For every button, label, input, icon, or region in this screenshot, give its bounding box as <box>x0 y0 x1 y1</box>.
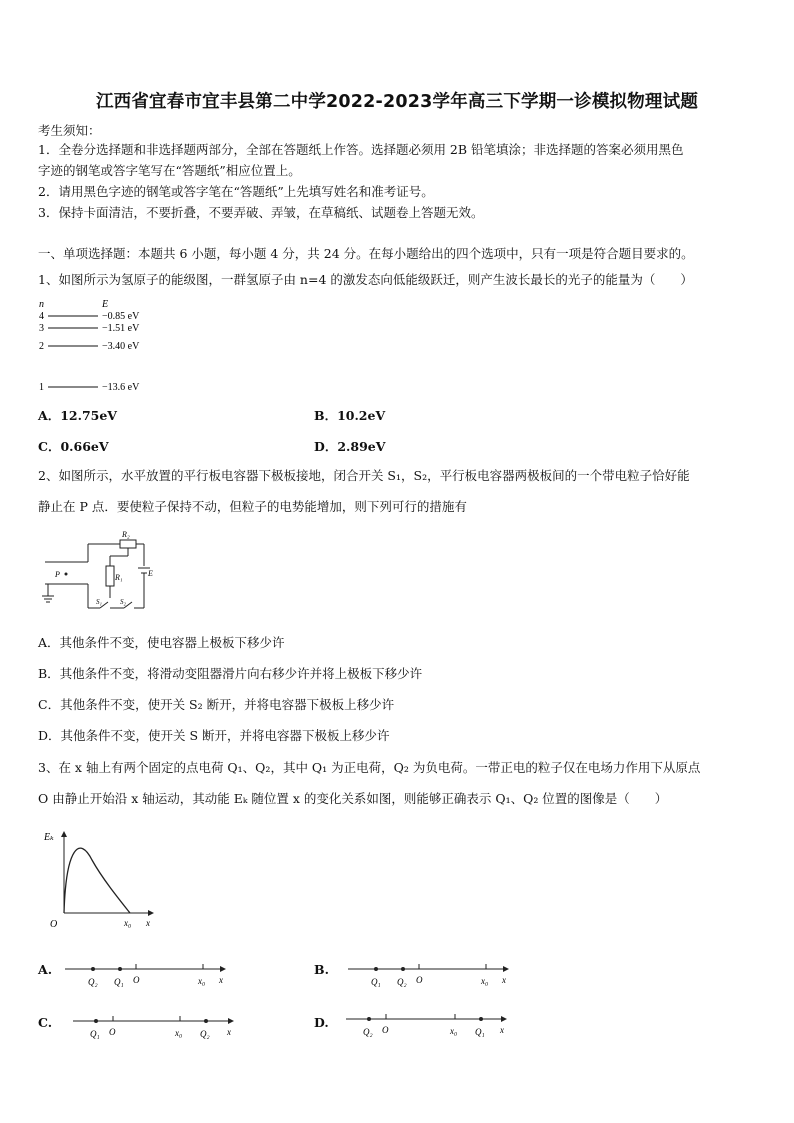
notice-item: 字迹的钢笔或答字笔写在“答题纸”相应位置上。 <box>38 163 301 178</box>
q2-option-d: D．其他条件不变，使开关 S 断开，并将电容器下极板上移少许 <box>38 728 390 743</box>
q3-option-a-axis <box>62 958 237 990</box>
graph-xlabel: x <box>146 918 150 928</box>
label-r1: R₁ <box>115 573 123 582</box>
notice-item: 2．请用黑色字迹的钢笔或答字笔在“答题纸”上先填写姓名和准考证号。 <box>38 184 434 199</box>
point-label: Q₂ <box>397 977 407 987</box>
q2-option-c: C．其他条件不变，使开关 S₂ 断开，并将电容器下极板上移少许 <box>38 697 395 712</box>
charge-dot <box>91 967 95 971</box>
point-label: Q₂ <box>88 977 98 987</box>
charge-dot <box>94 1019 98 1023</box>
charge-dot <box>401 967 405 971</box>
question-3-stem: 3、在 x 轴上有两个固定的点电荷 Q₁、Q₂，其中 Q₁ 为正电荷，Q₂ 为负电荷。一带正电的粒子仅在电场力作用下从原点 <box>38 760 701 775</box>
point-label: x₀ <box>198 976 206 986</box>
question-1-stem: 1、如图所示为氢原子的能级图，一群氢原子由 n=4 的激发态向低能级跃迁，则产生波长最长的光子的能量为（ ） <box>38 272 693 287</box>
section-heading: 一、单项选择题：本题共 6 小题，每小题 4 分，共 24 分。在每小题给出的四个选项中，只有一项是符合题目要求的。 <box>38 246 694 261</box>
q3-option-a-label: A. <box>38 962 53 977</box>
particle-p <box>65 573 68 576</box>
axis-x-label: x <box>500 1025 504 1035</box>
notice-item: 3．保持卡面清洁，不要折叠，不要弄破、弄皱，在草稿纸、试题卷上答题无效。 <box>38 205 484 220</box>
axis-x-label: x <box>502 975 506 985</box>
point-label: O <box>109 1027 116 1037</box>
q1-option-d: D．2.89eV <box>314 439 386 454</box>
point-label: Q₁ <box>114 977 124 987</box>
axis-x-label: x <box>219 975 223 985</box>
level-energy: −3.40 eV <box>102 341 140 352</box>
q3-option-b-axis <box>345 958 520 990</box>
point-label: x₀ <box>481 976 489 986</box>
q1-option-a: A．12.75eV <box>38 408 117 423</box>
level-energy: −1.51 eV <box>102 323 140 334</box>
point-label: O <box>416 975 423 985</box>
point-label: Q₂ <box>200 1029 210 1039</box>
energy-level-diagram <box>36 296 166 396</box>
q3-option-c-axis <box>70 1010 245 1042</box>
graph-origin: O <box>50 919 58 930</box>
charge-dot <box>204 1019 208 1023</box>
point-label: O <box>133 975 140 985</box>
notice-heading: 考生须知： <box>38 123 101 138</box>
label-r2: R₂ <box>122 530 130 539</box>
level-n: 2 <box>39 341 44 352</box>
level-energy: −13.6 eV <box>102 382 140 393</box>
graph-ylabel: Eₖ <box>44 832 54 843</box>
label-p: P <box>55 570 60 579</box>
point-label: x₀ <box>175 1028 183 1038</box>
question-3-stem: O 由静止开始沿 x 轴运动，其动能 Eₖ 随位置 x 的变化关系如图，则能够正确表示 Q₁、Q₂ 位置的图像是（ ） <box>38 791 668 806</box>
capacitor-circuit-diagram <box>40 526 160 618</box>
charge-dot <box>374 967 378 971</box>
e-axis-label: E <box>102 299 109 310</box>
page-title: 江西省宜春市宜丰县第二中学2022-2023学年高三下学期一诊模拟物理试题 <box>95 92 699 112</box>
axis-x-label: x <box>227 1027 231 1037</box>
question-2-stem: 2、如图所示，水平放置的平行板电容器下极板接地，闭合开关 S₁，S₂，平行板电容器两极板间的一个带电粒子恰好能 <box>38 468 690 483</box>
charge-dot <box>367 1017 371 1021</box>
q3-option-d-axis <box>343 1008 518 1040</box>
q1-option-b: B．10.2eV <box>314 408 386 423</box>
graph-x0: x₀ <box>124 918 132 928</box>
level-n: 4 <box>39 311 44 322</box>
level-n: 1 <box>39 382 44 393</box>
label-s2: S₂ <box>120 598 126 606</box>
point-label: Q₁ <box>475 1027 485 1037</box>
point-label: O <box>382 1025 389 1035</box>
level-energy: −0.85 eV <box>102 311 140 322</box>
q1-option-c: C．0.66eV <box>38 439 109 454</box>
charge-dot <box>118 967 122 971</box>
point-label: Q₁ <box>90 1029 100 1039</box>
n-axis-label: n <box>39 299 44 310</box>
q3-option-c-label: C. <box>38 1015 53 1030</box>
point-label: Q₁ <box>371 977 381 987</box>
notice-item: 1．全卷分选择题和非选择题两部分，全部在答题纸上作答。选择题必须用 2B 铅笔填涂；非选择题的答案必须用黑色 <box>38 142 684 157</box>
level-n: 3 <box>39 323 44 334</box>
point-label: x₀ <box>450 1026 458 1036</box>
charge-dot <box>479 1017 483 1021</box>
q3-option-b-label: B. <box>314 962 329 977</box>
label-e: E <box>148 569 153 578</box>
q2-option-b: B．其他条件不变，将滑动变阻器滑片向右移少许并将上极板下移少许 <box>38 666 423 681</box>
question-2-stem: 静止在 P 点．要使粒子保持不动，但粒子的电势能增加，则下列可行的措施有 <box>38 499 467 514</box>
ek-x-graph <box>40 826 165 934</box>
ek-curve <box>64 848 130 913</box>
label-s1: S₁ <box>96 598 102 606</box>
q2-option-a: A．其他条件不变，使电容器上极板下移少许 <box>38 635 285 650</box>
q3-option-d-label: D. <box>314 1015 329 1030</box>
point-label: Q₂ <box>363 1027 373 1037</box>
